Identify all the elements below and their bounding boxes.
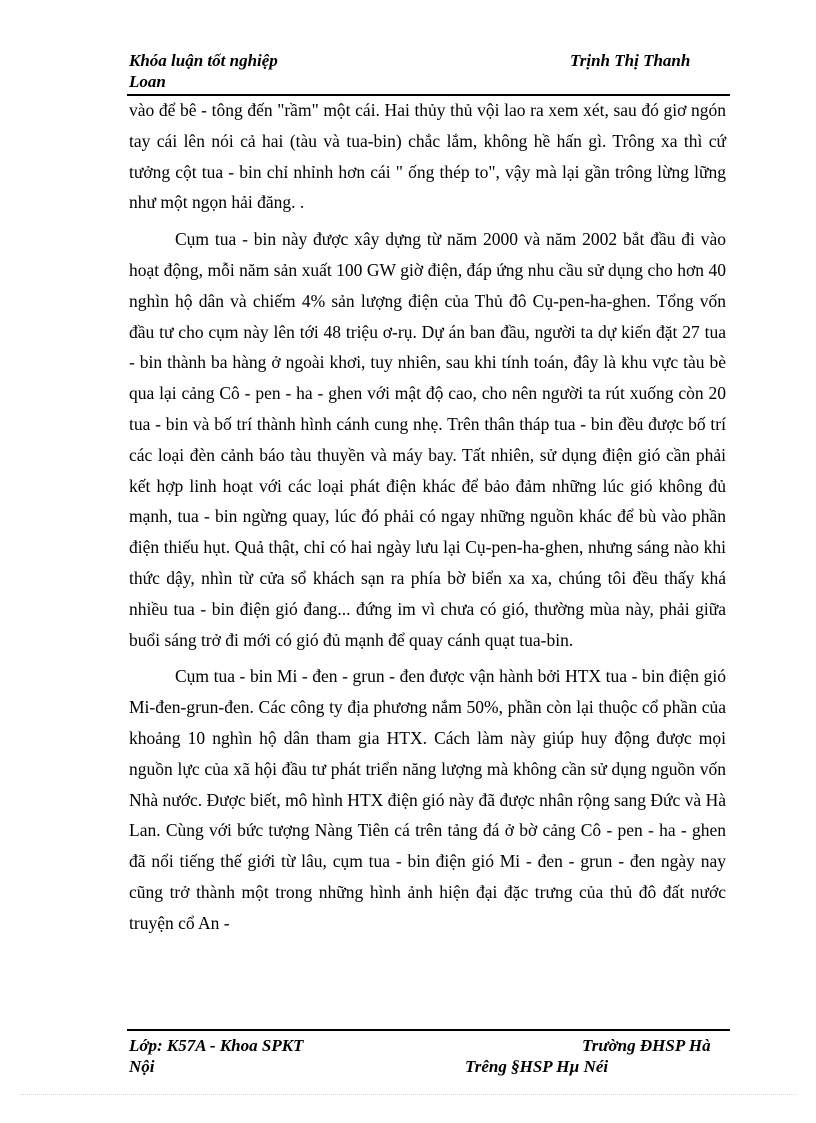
footer-university-name-wrap: Nội [129,1057,155,1076]
paragraph-3: Cụm tua - bin Mi - đen - grun - đen được vận hành bởi HTX tua - bin điện gió Mi-đen-grun-đen. Các công ty địa phương nắm 50%, phần còn lại thuộc cổ phần của khoảng 10 nghìn hộ dân tham gia HTX. Cách làm này giúp huy động được mọi nguồn lực của xã hội đầu tư phát triển năng lượng mà không cần sử dụng nguồn vốn Nhà nước. Được biết, mô hình HTX điện gió này đã được nhân rộng sang Đức và Hà Lan. Cùng với bức tượng Nàng Tiên cá trên tảng đá ở bờ cảng Cô - pen - ha - ghen đã nổi tiếng thế giới từ lâu, cụm tua - bin điện gió Mi - đen - grun - đen ngày nay cũng trở thành một trong những hình ảnh hiện đại đặc trưng của thủ đô đất nước truyện cổ An - [129,666,726,933]
header-author-name-wrap: Loan [129,72,166,91]
footer-class-label: Lớp: K57A - Khoa SPKT [129,1036,304,1055]
footer-rule [127,1029,730,1031]
footer-university-name-garbled: Trêng §HSP Hµ Néi [465,1057,609,1076]
header-thesis-title: Khóa luận tốt nghiệp [129,51,278,70]
footer-university-name: Trường ĐHSP Hà [582,1036,711,1055]
page-bottom-dotted-line [20,1094,796,1095]
header-author-name: Trịnh Thị Thanh [570,51,691,70]
paragraph-1: vào để bê - tông đến "rầm" một cái. Hai thủy thủ vội lao ra xem xét, sau đó giơ ngón tay cái lên nói cả hai (tàu và tua-bin) chắc lắm, không hề hấn gì. Trông xa thì cứ tưởng cột tua - bin chỉ nhỉnh hơn cái " ống thép to", vậy mà lại gần trông lừng lững như một ngọn hải đăng. . [129,100,726,213]
body-text [129,95,726,939]
paragraph-2: Cụm tua - bin này được xây dựng từ năm 2000 và năm 2002 bắt đầu đi vào hoạt động, mỗi năm sản xuất 100 GW giờ điện, đáp ứng nhu cầu sử dụng cho hơn 40 nghìn hộ dân và chiếm 4% sản lượng điện của Thủ đô Cụ-pen-ha-ghen. Tổng vốn đầu tư cho cụm này lên tới 48 triệu ơ-rụ. Dự án ban đầu, người ta dự kiến đặt 27 tua - bin thành ba hàng ở ngoài khơi, tuy nhiên, sau khi tính toán, đây là khu vực tàu bè qua lại cảng Cô - pen - ha - ghen với mật độ cao, cho nên người ta rút xuống còn 20 tua - bin và bố trí thành hình cánh cung nhẹ. Trên thân tháp tua - bin đều được bố trí các loại đèn cảnh báo tàu thuyền và máy bay. Tất nhiên, sử dụng điện gió cần phải kết hợp linh hoạt với các loại phát điện khác để bảo đảm những lúc gió không đủ mạnh, tua - bin ngừng quay, lúc đó phải có ngay những nguồn khác để bù vào phần điện thiếu hụt. Quả thật, chỉ có hai ngày lưu lại Cụ-pen-ha-ghen, nhưng sáng nào khi thức dậy, nhìn từ cửa sổ khách sạn ra phía bờ biển xa xa, chúng tôi đều thấy khá nhiều tua - bin điện gió đang... đứng im vì chưa có gió, thường mùa này, phải giữa buổi sáng trở đi mới có gió đủ mạnh để quay cánh quạt tua-bin. [129,229,726,650]
